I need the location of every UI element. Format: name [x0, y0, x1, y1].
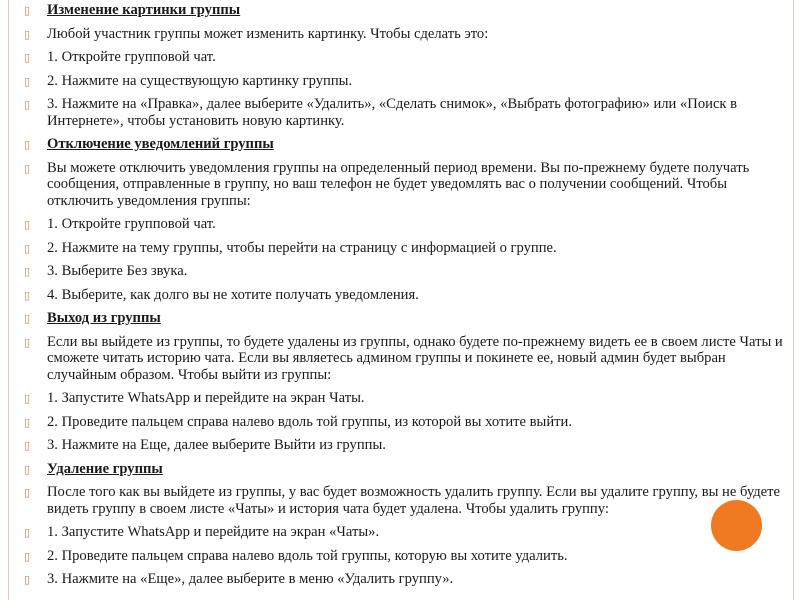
heading-text: Выход из группы	[47, 310, 161, 326]
list-item	[24, 571, 792, 588]
item-text: 3. Нажмите на «Еще», далее выберите в меню «Удалить группу».	[47, 571, 454, 587]
list-item	[24, 414, 792, 431]
heading-text: Удаление группы	[47, 460, 163, 477]
section-heading-mute-notifications	[24, 136, 792, 153]
bullet-icon: ▯	[24, 289, 31, 302]
item-text: Вы можете отключить уведомления группы на определенный период времени. Вы по-прежнему будете получать сообщения, отправленные в группу, но ваш телефон не будет уведомлять вас о получении сообщений. Чтобы отключить уведомления группы:	[47, 159, 750, 209]
section-heading-change-picture	[24, 2, 792, 19]
item-text: Если вы выйдете из группы, то будете удалены из группы, однако будете по-прежнему видеть ее в своем листе Чаты и сможете читать историю чата. Если вы являетесь админом группы и покинете ее, новый админ будет выбран случайным образом. Чтобы выйти из группы:	[47, 333, 783, 383]
bullet-icon: ▯	[24, 527, 31, 539]
item-text: 3. Выберите Без звука.	[47, 263, 188, 279]
bullet-icon: ▯	[24, 139, 31, 151]
bullet-icon: ▯	[24, 463, 31, 476]
item-text: 1. Откройте групповой чат.	[47, 216, 216, 232]
list-item	[24, 216, 792, 233]
bullet-icon: ▯	[24, 5, 31, 17]
bullet-icon: ▯	[24, 487, 31, 499]
bullet-icon: ▯	[24, 574, 31, 586]
bullet-icon: ▯	[24, 28, 31, 41]
item-text: 2. Проведите пальцем справа налево вдоль той группы, которую вы хотите удалить.	[47, 547, 568, 564]
bullet-icon: ▯	[24, 99, 31, 111]
bullet-icon: ▯	[24, 416, 31, 429]
item-text: 1. Запустите WhatsApp и перейдите на экран «Чаты».	[47, 524, 380, 540]
list-item	[24, 73, 792, 90]
item-text: Любой участник группы может изменить картинку. Чтобы сделать это:	[47, 25, 489, 42]
bullet-icon: ▯	[24, 242, 31, 255]
bullet-icon: ▯	[24, 219, 31, 231]
section-heading-delete-group	[24, 461, 792, 478]
section-heading-leave-group	[24, 310, 792, 327]
heading-text: Отключение уведомлений группы	[47, 136, 274, 152]
bullet-icon: ▯	[24, 162, 31, 175]
item-text: 1. Запустите WhatsApp и перейдите на экран Чаты.	[47, 390, 365, 406]
heading-text: Изменение картинки группы	[47, 2, 241, 18]
item-text: 3. Нажмите на Еще, далее выберите Выйти из группы.	[47, 437, 386, 453]
list-item	[24, 263, 792, 280]
slide-content	[24, 2, 792, 595]
list-item	[24, 524, 792, 541]
bullet-icon: ▯	[24, 313, 31, 325]
item-text: После того как вы выйдете из группы, у вас будет возможность удалить группу. Если вы удалите группу, вы не будете видеть группу в своем листе «Чаты» и история чата будет удалена. Чтобы удалить группу:	[47, 484, 780, 517]
list-item	[24, 49, 792, 66]
list-item	[24, 548, 792, 565]
list-item	[24, 390, 792, 407]
item-text: 3. Нажмите на «Правка», далее выберите «Удалить», «Сделать снимок», «Выбрать фотографию» или «Поиск в Интернете», чтобы установить новую картинку.	[47, 96, 738, 129]
bullet-icon: ▯	[24, 393, 31, 405]
list-item	[24, 26, 792, 43]
list-item	[24, 160, 792, 210]
bullet-icon: ▯	[24, 336, 31, 349]
list-item	[24, 334, 792, 384]
orange-circle-decoration	[711, 500, 762, 551]
list-item	[24, 437, 792, 454]
item-text: 2. Нажмите на существующую картинку группы.	[47, 72, 353, 89]
item-text: 4. Выберите, как долго вы не хотите получать уведомления.	[47, 286, 419, 303]
item-text: 2. Проведите пальцем справа налево вдоль той группы, из которой вы хотите выйти.	[47, 413, 573, 430]
list-item	[24, 240, 792, 257]
bullet-icon: ▯	[24, 75, 31, 88]
bullet-icon: ▯	[24, 52, 31, 64]
item-text: 2. Нажмите на тему группы, чтобы перейти на страницу с информацией о группе.	[47, 239, 557, 256]
bullet-icon: ▯	[24, 440, 31, 452]
bullet-icon: ▯	[24, 550, 31, 563]
list-item	[24, 287, 792, 304]
bullet-icon: ▯	[24, 266, 31, 278]
list-item	[24, 484, 792, 517]
list-item	[24, 96, 792, 129]
item-text: 1. Откройте групповой чат.	[47, 49, 216, 65]
